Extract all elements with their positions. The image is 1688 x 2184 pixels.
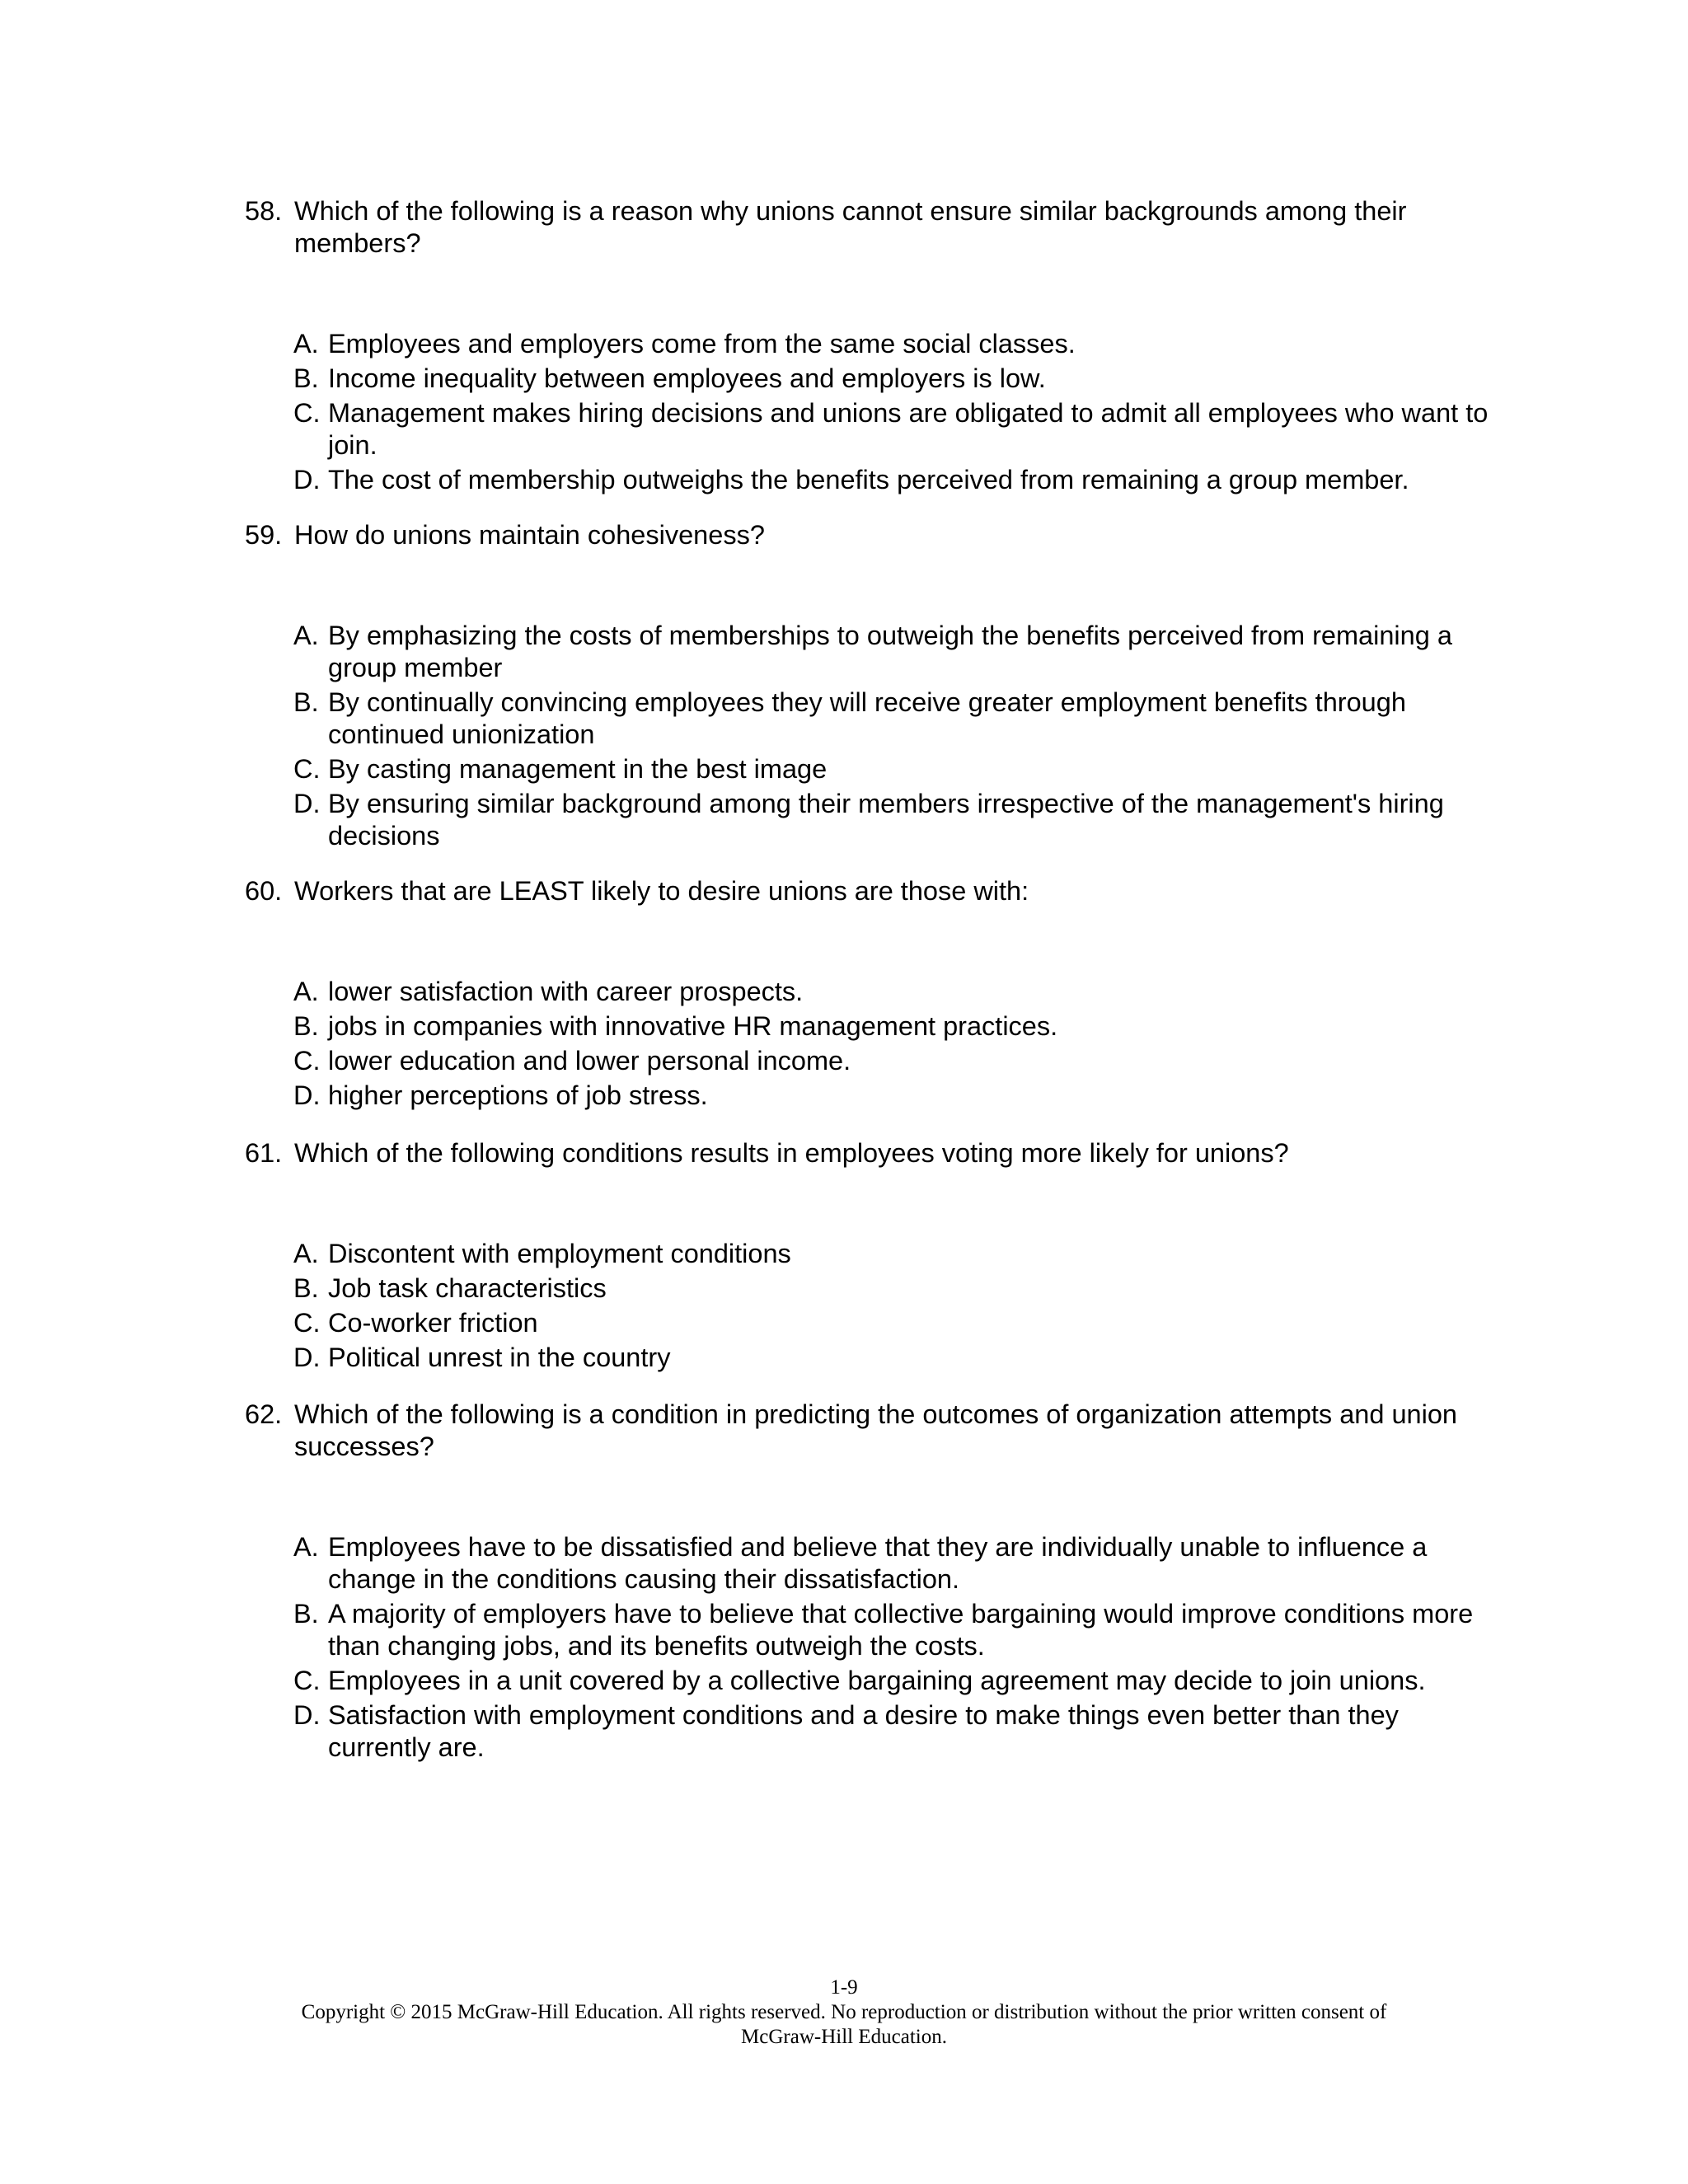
answer-choices	[245, 976, 1481, 1112]
choice-letter: B.	[293, 363, 319, 393]
answer-choice-b	[293, 363, 1481, 395]
question-number: 62.	[245, 1399, 283, 1429]
question-number: 59.	[245, 520, 283, 550]
choice-letter: D.	[293, 1343, 321, 1372]
answer-choices	[245, 1531, 1481, 1764]
answer-choices	[245, 1238, 1481, 1374]
answer-choices	[245, 328, 1489, 496]
answer-choices	[245, 620, 1481, 852]
choice-text: Job task characteristics	[328, 1273, 607, 1303]
choice-text: Discontent with employment conditions	[328, 1239, 791, 1268]
question-62	[245, 1399, 1481, 1766]
copyright-notice-line2: McGraw-Hill Education.	[741, 2026, 947, 2048]
question-stem	[245, 1137, 1481, 1169]
choice-text: higher perceptions of job stress.	[328, 1080, 708, 1110]
answer-choice-a	[293, 976, 1481, 1008]
choice-text: Employees have to be dissatisfied and believe that they are individually unable to influence a change in the conditions causing their dissatisfaction.	[328, 1532, 1428, 1594]
choice-letter: B.	[293, 687, 319, 717]
page-footer	[0, 1975, 1688, 2050]
choice-letter: C.	[293, 1666, 321, 1695]
answer-choice-a	[293, 328, 1481, 360]
choice-text: lower satisfaction with career prospects.	[328, 977, 804, 1006]
answer-choice-d	[293, 1080, 1481, 1112]
choice-letter: B.	[293, 1599, 319, 1629]
question-text: Which of the following is a reason why unions cannot ensure similar backgrounds among their members?	[294, 196, 1407, 258]
answer-choice-d	[293, 1342, 1481, 1374]
answer-choice-d	[293, 464, 1481, 496]
answer-choice-b	[293, 1272, 1481, 1305]
answer-choice-a	[293, 1531, 1481, 1596]
answer-choice-c	[293, 1307, 1481, 1339]
question-59	[245, 519, 1481, 855]
answer-choice-b	[293, 687, 1482, 751]
answer-choice-d	[293, 788, 1481, 852]
choice-text: The cost of membership outweighs the benefits perceived from remaining a group member.	[328, 465, 1409, 494]
choice-text: Management makes hiring decisions and unions are obligated to admit all employees who want to join.	[328, 398, 1489, 460]
question-58	[245, 195, 1489, 499]
choice-text: By continually convincing employees they will receive greater employment benefits through continued unionization	[328, 687, 1406, 749]
answer-choice-b	[293, 1010, 1481, 1043]
choice-letter: C.	[293, 1308, 321, 1338]
choice-letter: B.	[293, 1273, 319, 1303]
answer-choice-c	[293, 1665, 1481, 1697]
answer-choice-c	[293, 753, 1481, 785]
choice-text: jobs in companies with innovative HR management practices.	[328, 1011, 1058, 1041]
choice-letter: A.	[293, 1239, 319, 1268]
choice-text: Political unrest in the country	[328, 1343, 671, 1372]
question-stem	[245, 1399, 1481, 1463]
choice-letter: D.	[293, 1700, 321, 1730]
choice-text: lower education and lower personal income.	[328, 1046, 851, 1076]
question-stem	[245, 875, 1481, 907]
answer-choice-a	[293, 1238, 1481, 1270]
choice-text: By casting management in the best image	[328, 754, 828, 784]
question-number: 58.	[245, 196, 283, 226]
question-61	[245, 1137, 1481, 1376]
question-text: Workers that are LEAST likely to desire unions are those with:	[294, 876, 1029, 906]
answer-choice-d	[293, 1699, 1482, 1764]
answer-choice-c	[293, 1045, 1481, 1077]
answer-choice-a	[293, 620, 1481, 684]
question-number: 61.	[245, 1138, 283, 1168]
choice-text: Employees in a unit covered by a collective bargaining agreement may decide to join unions.	[328, 1666, 1426, 1695]
question-number: 60.	[245, 876, 283, 906]
choice-text: Income inequality between employees and employers is low.	[328, 363, 1046, 393]
question-text: Which of the following conditions results in employees voting more likely for unions?	[294, 1138, 1289, 1168]
question-stem	[245, 195, 1481, 260]
choice-letter: A.	[293, 329, 319, 359]
choice-letter: C.	[293, 1046, 321, 1076]
choice-text: By emphasizing the costs of memberships to outweigh the benefits perceived from remaining a group member	[328, 621, 1452, 682]
choice-text: Satisfaction with employment conditions and a desire to make things even better than they currently are.	[328, 1700, 1399, 1762]
choice-text: A majority of employers have to believe that collective bargaining would improve conditions more than changing jobs, and its benefits outweigh the costs.	[328, 1599, 1474, 1661]
question-text: Which of the following is a condition in predicting the outcomes of organization attempts and union successes?	[294, 1399, 1457, 1461]
question-60	[245, 875, 1481, 1114]
choice-letter: A.	[293, 1532, 319, 1562]
choice-letter: C.	[293, 398, 321, 428]
question-stem	[245, 519, 1481, 551]
choice-letter: D.	[293, 789, 321, 818]
choice-letter: B.	[293, 1011, 319, 1041]
question-text: How do unions maintain cohesiveness?	[294, 520, 765, 550]
choice-letter: A.	[293, 977, 319, 1006]
choice-letter: D.	[293, 1080, 321, 1110]
choice-letter: A.	[293, 621, 319, 650]
choice-letter: C.	[293, 754, 321, 784]
answer-choice-c	[293, 397, 1498, 462]
choice-text: Co-worker friction	[328, 1308, 538, 1338]
copyright-notice: Copyright © 2015 McGraw-Hill Education. All rights reserved. No reproduction or distribution without the prior written consent of	[301, 2001, 1387, 2023]
page-number: 1-9	[830, 1976, 858, 1999]
choice-letter: D.	[293, 465, 321, 494]
choice-text: Employees and employers come from the same social classes.	[328, 329, 1076, 359]
answer-choice-b	[293, 1598, 1481, 1662]
choice-text: By ensuring similar background among their members irrespective of the management's hiring decisions	[328, 789, 1444, 851]
